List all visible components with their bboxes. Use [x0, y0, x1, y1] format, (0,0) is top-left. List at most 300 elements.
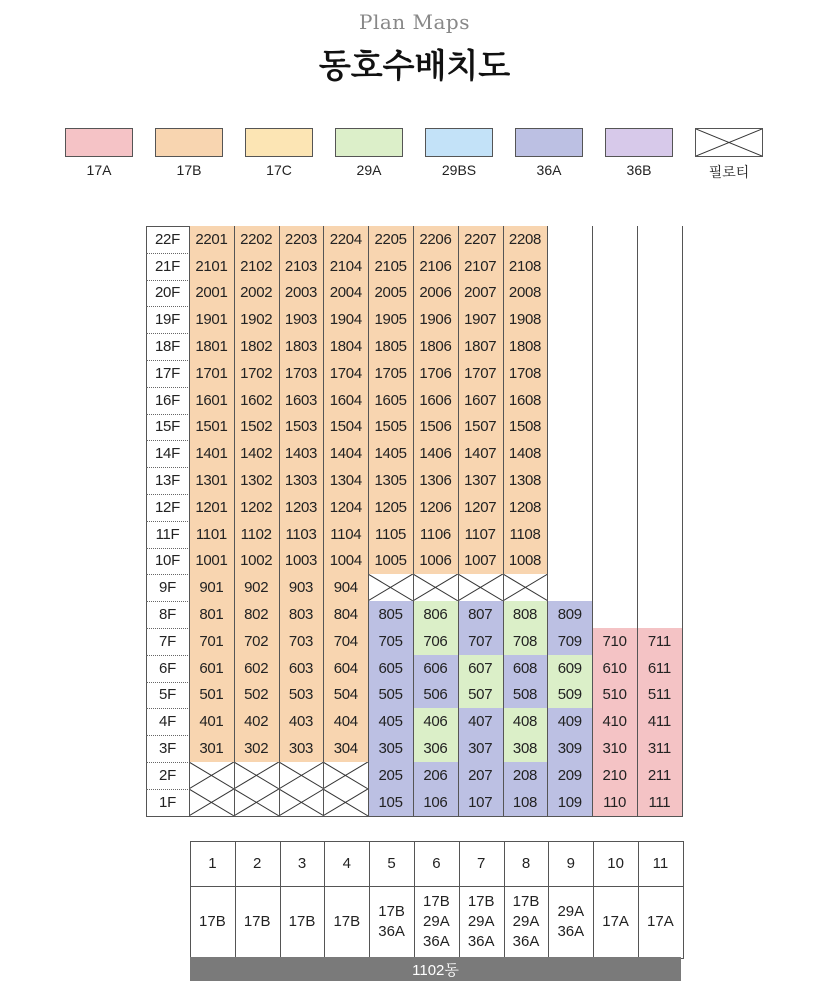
- unit-number: 2108: [508, 257, 542, 275]
- column-divider: [368, 226, 369, 816]
- unit-number: 1907: [464, 311, 497, 329]
- empty-cell: [547, 253, 592, 280]
- unit-number: 503: [288, 686, 314, 704]
- unit-number: 1406: [419, 445, 452, 463]
- unit-cell: [279, 601, 324, 628]
- unit-cell: [458, 708, 503, 735]
- unit-number: 1302: [240, 472, 273, 490]
- unit-cell: [413, 601, 458, 628]
- unit-cell: [279, 574, 324, 601]
- unit-type-label: 17B: [288, 913, 316, 930]
- unit-cell: [413, 280, 458, 307]
- unit-cell: [368, 253, 413, 280]
- unit-number: 1808: [508, 338, 542, 356]
- unit-type-label: 17B: [333, 913, 361, 930]
- unit-number: 1107: [464, 525, 496, 543]
- legend-swatch: [155, 128, 223, 157]
- unit-cell: [503, 655, 548, 682]
- unit-number: 1401: [195, 445, 228, 463]
- unit-cell: [547, 708, 592, 735]
- piloti-cell: [323, 789, 368, 816]
- unit-number: 1106: [419, 525, 451, 543]
- unit-cell: [368, 789, 413, 816]
- unit-number: 801: [199, 606, 224, 624]
- unit-number: 1003: [284, 552, 318, 570]
- unit-cell: [458, 253, 503, 280]
- line-unit-types: [280, 886, 325, 958]
- unit-cell: [323, 387, 368, 414]
- unit-type-label: 17A: [602, 913, 629, 930]
- unit-number: 302: [244, 740, 269, 758]
- piloti-cross-icon: [234, 762, 279, 789]
- unit-number: 308: [512, 740, 538, 758]
- line-unit-types: [190, 886, 235, 958]
- unit-cell: [592, 789, 637, 816]
- unit-number: 1908: [508, 311, 542, 329]
- unit-cell: [413, 735, 458, 762]
- floor-label: 10F: [155, 552, 180, 570]
- empty-cell: [592, 280, 637, 307]
- unit-number: 1405: [374, 445, 407, 463]
- unit-cell: [189, 574, 234, 601]
- unit-cell: [368, 708, 413, 735]
- floor-label: 16F: [155, 391, 180, 409]
- unit-cell: [503, 414, 548, 441]
- legend-label: 17B: [176, 162, 202, 178]
- unit-number: 502: [244, 686, 269, 704]
- unit-cell: [637, 655, 682, 682]
- floor-label: 18F: [155, 338, 180, 356]
- unit-number: 411: [647, 713, 671, 731]
- unit-cell: [189, 521, 234, 548]
- unit-number: 606: [423, 659, 448, 677]
- unit-cell: [189, 682, 234, 709]
- empty-cell: [637, 440, 682, 467]
- unit-type-label: 36A: [378, 923, 405, 940]
- unit-cell: [413, 306, 458, 333]
- unit-cell: [503, 360, 548, 387]
- unit-cell: [234, 521, 279, 548]
- unit-number: 1002: [240, 552, 273, 570]
- line-number: 3: [297, 854, 307, 872]
- piloti-cross-icon: [413, 574, 458, 601]
- unit-number: 1801: [195, 338, 228, 356]
- floor-label: 9F: [159, 579, 176, 597]
- unit-number: 509: [557, 686, 582, 704]
- legend-label: 필로티: [708, 164, 750, 180]
- unit-number: 603: [288, 659, 314, 677]
- unit-cell: [458, 280, 503, 307]
- unit-cell: [503, 467, 548, 494]
- unit-number: 2105: [374, 257, 407, 275]
- unit-cell: [503, 521, 548, 548]
- floor-label: 5F: [159, 686, 176, 704]
- unit-cell: [592, 762, 637, 789]
- unit-number: 1208: [508, 498, 542, 516]
- unit-cell: [279, 708, 324, 735]
- unit-cell: [368, 682, 413, 709]
- unit-number: 605: [378, 659, 403, 677]
- unit-cell: [413, 762, 458, 789]
- piloti-cell: [189, 762, 234, 789]
- page-title: 동호수배치도: [318, 46, 511, 85]
- unit-number: 1108: [509, 525, 541, 543]
- unit-number: 701: [199, 632, 224, 650]
- unit-cell: [368, 333, 413, 360]
- unit-cell: [458, 521, 503, 548]
- unit-cell: [279, 521, 324, 548]
- unit-cell: [547, 655, 592, 682]
- unit-cell: [413, 628, 458, 655]
- unit-number: 609: [557, 659, 582, 677]
- legend-item: [155, 128, 223, 178]
- piloti-cross-icon: [234, 789, 279, 816]
- unit-number: 304: [333, 740, 358, 758]
- empty-cell: [637, 280, 682, 307]
- unit-cell: [503, 735, 548, 762]
- unit-number: 1705: [374, 364, 407, 382]
- legend-swatch: [245, 128, 313, 157]
- unit-number: 2204: [329, 230, 362, 248]
- unit-cell: [323, 708, 368, 735]
- unit-number: 106: [423, 793, 448, 811]
- unit-cell: [592, 682, 637, 709]
- unit-number: 1503: [284, 418, 318, 436]
- unit-number: 405: [378, 713, 403, 731]
- line-number: 9: [566, 854, 575, 872]
- unit-cell: [279, 682, 324, 709]
- unit-number: 611: [647, 659, 671, 677]
- floor-label: 20F: [155, 284, 180, 302]
- unit-cell: [637, 735, 682, 762]
- unit-number: 1803: [284, 338, 318, 356]
- unit-cell: [413, 548, 458, 575]
- unit-number: 110: [603, 793, 627, 811]
- unit-cell: [368, 628, 413, 655]
- unit-type-label: 29A: [557, 903, 585, 920]
- unit-number: 1904: [329, 311, 362, 329]
- unit-cell: [189, 253, 234, 280]
- unit-type-label: 36A: [467, 933, 495, 950]
- unit-cell: [368, 521, 413, 548]
- unit-number: 1502: [240, 418, 273, 436]
- unit-number: 107: [468, 793, 493, 811]
- legend-label: 36A: [536, 162, 562, 178]
- unit-number: 1308: [508, 472, 542, 490]
- unit-cell: [503, 628, 548, 655]
- line-unit-types: [638, 886, 683, 958]
- unit-cell: [279, 333, 324, 360]
- empty-cell: [592, 467, 637, 494]
- unit-cell: [189, 494, 234, 521]
- unit-cell: [458, 494, 503, 521]
- unit-number: 2104: [329, 257, 362, 275]
- unit-number: 511: [647, 686, 671, 704]
- line-number: 6: [432, 854, 441, 872]
- unit-type-label: 17B: [378, 903, 405, 920]
- unit-number: 2103: [284, 257, 318, 275]
- unit-number: 2004: [329, 284, 362, 302]
- floor-label: 11F: [155, 525, 180, 543]
- unit-cell: [503, 387, 548, 414]
- unit-number: 508: [512, 686, 538, 704]
- unit-number: 703: [288, 632, 314, 650]
- floor-label: 13F: [155, 472, 180, 490]
- unit-cell: [458, 306, 503, 333]
- unit-cell: [323, 574, 368, 601]
- unit-number: 1005: [374, 552, 407, 570]
- unit-cell: [323, 333, 368, 360]
- unit-number: 403: [288, 713, 314, 731]
- unit-cell: [234, 360, 279, 387]
- unit-cell: [458, 360, 503, 387]
- line-unit-types: [459, 886, 504, 958]
- empty-cell: [547, 414, 592, 441]
- unit-cell: [279, 226, 324, 253]
- unit-number: 1304: [329, 472, 362, 490]
- piloti-cell: [503, 574, 548, 601]
- legend-swatch: [605, 128, 673, 157]
- unit-cell: [368, 548, 413, 575]
- unit-number: 209: [557, 766, 582, 784]
- unit-number: 1506: [419, 418, 452, 436]
- unit-cell: [368, 467, 413, 494]
- unit-number: 109: [557, 793, 582, 811]
- unit-number: 709: [557, 632, 582, 650]
- unit-number: 1202: [240, 498, 273, 516]
- column-divider: [413, 226, 414, 816]
- line-unit-types: [414, 886, 459, 958]
- empty-cell: [547, 306, 592, 333]
- empty-cell: [637, 494, 682, 521]
- unit-cell: [503, 253, 548, 280]
- unit-cell: [368, 360, 413, 387]
- piloti-cross-icon: [189, 789, 234, 816]
- unit-type-label: 17B: [199, 913, 226, 930]
- unit-cell: [189, 467, 234, 494]
- unit-cell: [413, 440, 458, 467]
- unit-cell: [637, 762, 682, 789]
- unit-cell: [368, 226, 413, 253]
- floor-label: 2F: [159, 766, 176, 784]
- unit-number: 808: [512, 606, 538, 624]
- legend-swatch: [335, 128, 403, 157]
- legend-label: 29A: [356, 162, 382, 178]
- unit-number: 2106: [419, 257, 452, 275]
- unit-cell: [189, 306, 234, 333]
- unit-number: 1608: [508, 391, 542, 409]
- unit-cell: [279, 253, 324, 280]
- unit-cell: [323, 306, 368, 333]
- unit-cell: [189, 708, 234, 735]
- unit-number: 1403: [284, 445, 318, 463]
- unit-number: 1006: [419, 552, 452, 570]
- building-label: 1102동: [190, 957, 681, 981]
- line-number: 1: [208, 854, 217, 872]
- unit-cell: [234, 655, 279, 682]
- piloti-cell: [279, 789, 324, 816]
- unit-number: 1708: [508, 364, 542, 382]
- column-divider: [503, 226, 504, 816]
- unit-cell: [592, 735, 637, 762]
- unit-cell: [279, 548, 324, 575]
- unit-cell: [279, 467, 324, 494]
- unit-cell: [413, 414, 458, 441]
- unit-cell: [413, 360, 458, 387]
- unit-number: 1707: [464, 364, 497, 382]
- empty-cell: [592, 306, 637, 333]
- floor-label: 6F: [159, 659, 176, 677]
- unit-number: 1001: [195, 552, 228, 570]
- unit-cell: [323, 467, 368, 494]
- unit-number: 2008: [508, 284, 542, 302]
- empty-cell: [547, 226, 592, 253]
- unit-number: 706: [423, 632, 448, 650]
- unit-number: 1806: [419, 338, 452, 356]
- unit-cell: [413, 467, 458, 494]
- unit-number: 305: [378, 740, 403, 758]
- unit-number: 1205: [374, 498, 407, 516]
- piloti-cross-icon: [368, 574, 413, 601]
- unit-number: 1601: [195, 391, 228, 409]
- unit-number: 2002: [240, 284, 273, 302]
- unit-type-label: 36A: [423, 933, 450, 950]
- floor-label: 7F: [159, 632, 176, 650]
- unit-cell: [458, 682, 503, 709]
- piloti-cell: [279, 762, 324, 789]
- legend-item: [245, 128, 313, 178]
- empty-cell: [637, 306, 682, 333]
- unit-number: 1103: [285, 525, 317, 543]
- empty-cell: [637, 333, 682, 360]
- line-unit-types: [504, 886, 549, 958]
- unit-number: 702: [244, 632, 269, 650]
- unit-cell: [189, 387, 234, 414]
- unit-number: 401: [199, 713, 224, 731]
- unit-number: 311: [647, 740, 671, 758]
- legend-swatch: [695, 128, 763, 157]
- unit-cell: [234, 574, 279, 601]
- unit-type-label: 17B: [512, 893, 540, 910]
- empty-cell: [592, 333, 637, 360]
- unit-number: 802: [244, 606, 269, 624]
- unit-cell: [189, 360, 234, 387]
- unit-cell: [279, 735, 324, 762]
- unit-cell: [458, 789, 503, 816]
- unit-cell: [547, 601, 592, 628]
- legend-item: [695, 128, 763, 182]
- unit-cell: [458, 467, 503, 494]
- empty-cell: [592, 548, 637, 575]
- unit-cell: [323, 655, 368, 682]
- line-unit-types: [369, 886, 414, 958]
- unit-cell: [189, 414, 234, 441]
- unit-cell: [234, 306, 279, 333]
- unit-cell: [503, 601, 548, 628]
- piloti-cell: [458, 574, 503, 601]
- line-unit-types: [593, 886, 638, 958]
- unit-number: 408: [512, 713, 538, 731]
- unit-number: 1408: [508, 445, 542, 463]
- unit-cell: [234, 467, 279, 494]
- unit-cell: [547, 762, 592, 789]
- unit-number: 409: [557, 713, 582, 731]
- unit-number: 510: [602, 686, 627, 704]
- legend-item: [515, 128, 583, 178]
- unit-number: 303: [288, 740, 314, 758]
- unit-number: 1802: [240, 338, 273, 356]
- unit-cell: [323, 735, 368, 762]
- piloti-cross-icon: [279, 789, 324, 816]
- unit-cell: [323, 682, 368, 709]
- unit-number: 1807: [464, 338, 497, 356]
- unit-number: 1805: [374, 338, 407, 356]
- unit-number: 604: [333, 659, 358, 677]
- unit-number: 1508: [508, 418, 542, 436]
- line-number: 10: [607, 854, 624, 872]
- unit-number: 1906: [419, 311, 452, 329]
- empty-cell: [637, 253, 682, 280]
- unit-number: 410: [602, 713, 627, 731]
- unit-cell: [234, 548, 279, 575]
- column-divider: [682, 226, 683, 816]
- unit-cell: [503, 762, 548, 789]
- unit-number: 807: [468, 606, 493, 624]
- floor-label: 3F: [159, 740, 176, 758]
- unit-cell: [458, 548, 503, 575]
- unit-cell: [234, 708, 279, 735]
- empty-cell: [547, 521, 592, 548]
- unit-cell: [323, 360, 368, 387]
- column-divider: [547, 226, 548, 816]
- unit-number: 711: [647, 632, 671, 650]
- unit-number: 301: [199, 740, 224, 758]
- unit-number: 208: [512, 766, 538, 784]
- unit-type-label: 29A: [423, 913, 450, 930]
- column-divider: [592, 226, 593, 816]
- unit-cell: [547, 682, 592, 709]
- unit-number: 805: [378, 606, 403, 624]
- empty-cell: [637, 226, 682, 253]
- piloti-cross-icon: [189, 762, 234, 789]
- unit-cell: [368, 280, 413, 307]
- unit-cell: [234, 601, 279, 628]
- empty-cell: [547, 333, 592, 360]
- unit-number: 2201: [195, 230, 228, 248]
- unit-cell: [592, 708, 637, 735]
- empty-cell: [637, 574, 682, 601]
- empty-cell: [637, 548, 682, 575]
- unit-cell: [503, 306, 548, 333]
- unit-number: 1004: [329, 552, 362, 570]
- unit-number: 1604: [329, 391, 362, 409]
- unit-cell: [592, 628, 637, 655]
- unit-cell: [503, 494, 548, 521]
- unit-number: 504: [333, 686, 358, 704]
- unit-number: 1507: [464, 418, 497, 436]
- piloti-cell: [234, 789, 279, 816]
- unit-cell: [368, 762, 413, 789]
- unit-cell: [368, 655, 413, 682]
- unit-number: 1203: [284, 498, 318, 516]
- column-divider: [323, 226, 324, 816]
- unit-cell: [413, 387, 458, 414]
- unit-cell: [413, 655, 458, 682]
- unit-cell: [413, 253, 458, 280]
- floor-label: 17F: [155, 364, 180, 382]
- piloti-cross-icon: [323, 762, 368, 789]
- piloti-cross-icon: [696, 129, 762, 156]
